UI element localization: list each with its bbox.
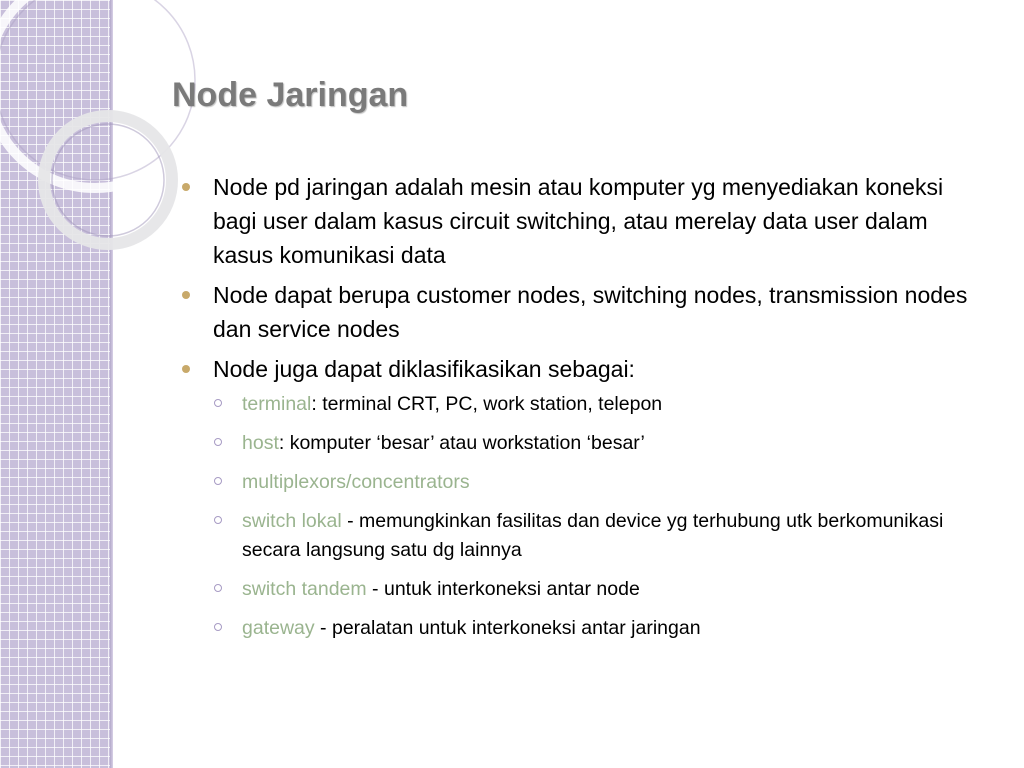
ring-bullet-icon <box>214 477 222 485</box>
sub-bullet-item <box>212 614 982 643</box>
decorative-circles <box>0 0 200 300</box>
ring-bullet-icon <box>214 623 222 631</box>
bullet-list <box>182 170 982 653</box>
sub-bullet-item <box>212 507 982 565</box>
ring-bullet-icon <box>214 399 222 407</box>
sub-bullet-term: switch tandem <box>242 578 367 600</box>
sub-bullet-description: - untuk interkoneksi antar node <box>366 578 640 600</box>
sub-bullet-list <box>212 390 982 643</box>
ring-bullet-icon <box>214 438 222 446</box>
sub-bullet-description: : komputer ‘besar’ atau workstation ‘besar’ <box>278 432 645 454</box>
sub-bullet-item <box>212 575 982 604</box>
sub-bullet-description: - memungkinkan fasilitas dan device yg terhubung utk berkomunikasi secara langsung satu dg lainnya <box>242 510 944 561</box>
bullet-dot-icon <box>182 291 190 299</box>
bullet-item <box>182 352 982 643</box>
sub-bullet-term: multiplexors/concentrators <box>242 471 470 493</box>
sub-bullet-term: terminal <box>242 393 312 415</box>
bullet-item <box>182 278 982 346</box>
ring-bullet-icon <box>214 516 222 524</box>
bullet-text: Node juga dapat diklasifikasikan sebagai: <box>213 356 635 382</box>
ring-bullet-icon <box>214 584 222 592</box>
sub-bullet-description: - peralatan untuk interkoneksi antar jaringan <box>314 617 701 639</box>
bullet-text: Node pd jaringan adalah mesin atau komputer yg menyediakan koneksi bagi user dalam kasus circuit switching, atau merelay data user dalam kasus komunikasi data <box>213 174 944 268</box>
sub-bullet-item <box>212 468 982 497</box>
bullet-text: Node dapat berupa customer nodes, switching nodes, transmission nodes dan service nodes <box>213 282 968 342</box>
sub-bullet-term: switch lokal <box>242 510 342 532</box>
sub-bullet-item <box>212 390 982 419</box>
bullet-item <box>182 170 982 272</box>
sub-bullet-description: : terminal CRT, PC, work station, telepon <box>311 393 663 415</box>
sub-bullet-item <box>212 429 982 458</box>
slide-title: Node Jaringan <box>172 76 409 114</box>
bullet-dot-icon <box>182 365 190 373</box>
bullet-dot-icon <box>182 183 190 191</box>
sub-bullet-term: gateway <box>242 617 315 639</box>
sub-bullet-term: host <box>242 432 279 454</box>
